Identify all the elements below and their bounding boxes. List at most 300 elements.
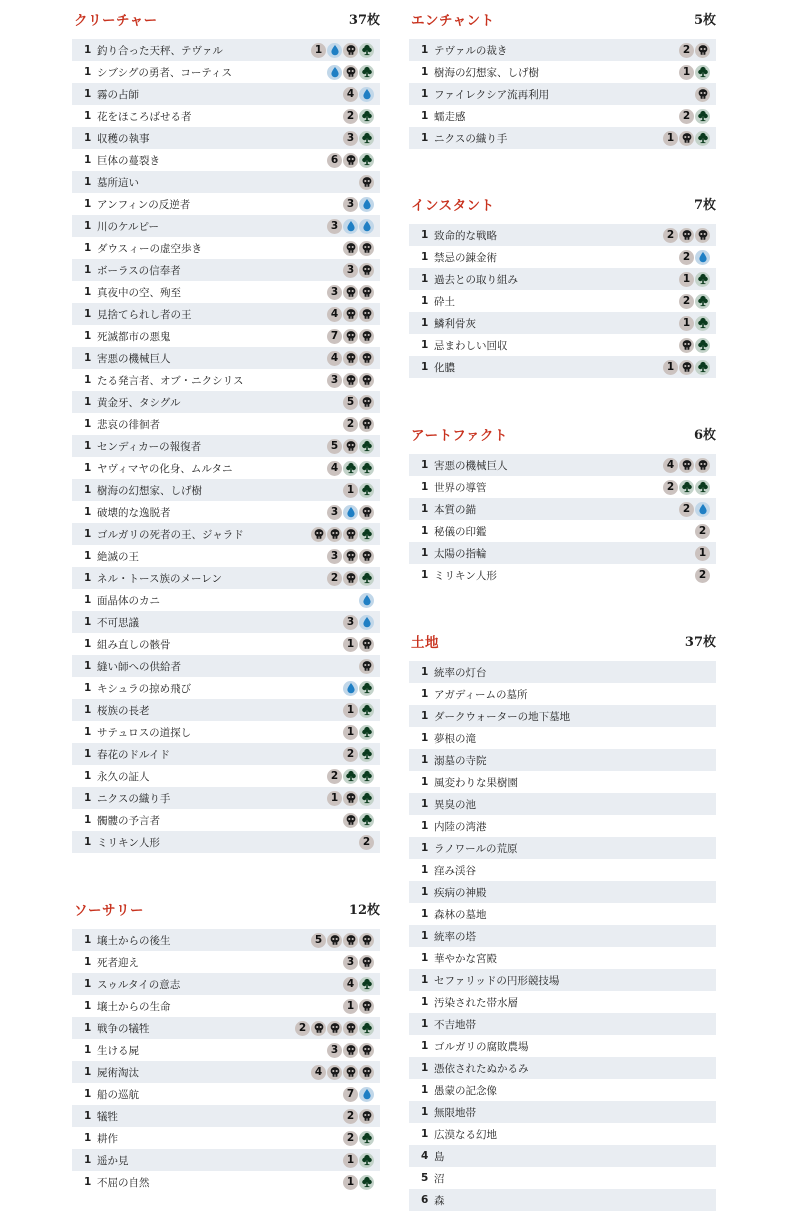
card-name[interactable]: 害悪の機械巨人 bbox=[434, 459, 508, 472]
card-name[interactable]: テヴァルの裁き bbox=[434, 44, 508, 57]
water-drop-icon bbox=[695, 502, 710, 517]
mana-cost bbox=[343, 977, 374, 992]
card-row[interactable] bbox=[72, 523, 380, 545]
card-quantity: 1 bbox=[84, 616, 92, 628]
mana-cost bbox=[327, 329, 374, 344]
card-name[interactable]: 蠕走感 bbox=[434, 110, 466, 123]
card-name[interactable]: アガディームの墓所 bbox=[434, 688, 528, 701]
card-name[interactable]: 内陸の湾港 bbox=[434, 820, 487, 833]
card-name[interactable]: 愚蒙の記念像 bbox=[434, 1084, 497, 1097]
mana-cost bbox=[327, 285, 374, 300]
card-name[interactable]: 生ける屍 bbox=[97, 1044, 139, 1057]
card-name[interactable]: ダークウォーターの地下墓地 bbox=[434, 710, 571, 723]
card-row[interactable] bbox=[72, 83, 380, 105]
card-row[interactable] bbox=[409, 991, 716, 1013]
skull-icon bbox=[343, 933, 358, 948]
generic-mana-symbol: 3 bbox=[327, 219, 342, 234]
card-row[interactable] bbox=[72, 171, 380, 193]
generic-mana-symbol: 1 bbox=[679, 65, 694, 80]
mana-cost bbox=[343, 417, 374, 432]
card-name[interactable]: 世界の導管 bbox=[434, 481, 487, 494]
generic-mana-symbol: 2 bbox=[695, 524, 710, 539]
card-name[interactable]: ゴルガリの死者の王、ジャラド bbox=[97, 528, 244, 541]
card-name[interactable]: 屍術淘汰 bbox=[97, 1066, 139, 1079]
card-row[interactable] bbox=[72, 39, 380, 61]
generic-mana-symbol: 1 bbox=[343, 483, 358, 498]
card-name[interactable]: 統率の灯台 bbox=[434, 666, 487, 679]
water-drop-icon bbox=[327, 43, 342, 58]
card-row[interactable] bbox=[72, 501, 380, 523]
card-row[interactable] bbox=[409, 224, 716, 246]
card-name[interactable]: 見捨てられし者の王 bbox=[97, 308, 192, 321]
card-row[interactable] bbox=[409, 903, 716, 925]
card-row[interactable] bbox=[72, 973, 380, 995]
mana-cost bbox=[343, 483, 374, 498]
card-quantity: 1 bbox=[84, 814, 92, 826]
water-drop-icon bbox=[359, 1087, 374, 1102]
card-row[interactable] bbox=[409, 683, 716, 705]
card-name[interactable]: 砕土 bbox=[434, 295, 455, 308]
section-title: 土地 bbox=[411, 635, 439, 651]
card-name[interactable]: 不可思議 bbox=[97, 616, 139, 629]
card-name[interactable]: 無限地帯 bbox=[434, 1106, 476, 1119]
card-quantity: 1 bbox=[421, 732, 429, 744]
card-name[interactable]: 収穫の執事 bbox=[97, 132, 150, 145]
card-row[interactable] bbox=[409, 127, 716, 149]
mana-cost bbox=[679, 109, 710, 124]
card-row[interactable] bbox=[72, 457, 380, 479]
section-count: 5枚 bbox=[693, 13, 716, 28]
card-quantity: 1 bbox=[421, 930, 429, 942]
card-row[interactable] bbox=[409, 661, 716, 683]
tree-icon bbox=[359, 65, 374, 80]
water-drop-icon bbox=[343, 681, 358, 696]
card-row[interactable] bbox=[72, 347, 380, 369]
card-row[interactable] bbox=[72, 995, 380, 1017]
card-row[interactable] bbox=[72, 61, 380, 83]
generic-mana-symbol: 2 bbox=[695, 568, 710, 583]
card-row[interactable] bbox=[409, 39, 716, 61]
card-name[interactable]: 戦争の犠牲 bbox=[97, 1022, 150, 1035]
card-row[interactable] bbox=[72, 589, 380, 611]
card-row[interactable] bbox=[72, 1039, 380, 1061]
card-quantity: 1 bbox=[84, 638, 92, 650]
card-name[interactable]: 窪み渓谷 bbox=[434, 864, 476, 877]
card-name[interactable]: 永久の証人 bbox=[97, 770, 150, 783]
card-quantity: 1 bbox=[84, 352, 92, 364]
card-name[interactable]: 霧の占師 bbox=[97, 88, 139, 101]
enchantment-card-list bbox=[409, 39, 716, 149]
card-row[interactable] bbox=[72, 1127, 380, 1149]
skull-icon bbox=[343, 65, 358, 80]
card-name[interactable]: アンフィンの反逆者 bbox=[97, 198, 191, 211]
generic-mana-symbol: 1 bbox=[663, 131, 678, 146]
card-row[interactable] bbox=[409, 61, 716, 83]
generic-mana-symbol: 3 bbox=[343, 955, 358, 970]
card-name[interactable]: 春花のドルイド bbox=[97, 748, 170, 761]
tree-icon bbox=[359, 43, 374, 58]
card-name[interactable]: 華やかな宮殿 bbox=[434, 952, 497, 965]
instant-header bbox=[409, 190, 716, 212]
card-row[interactable] bbox=[409, 312, 716, 334]
card-row[interactable] bbox=[72, 303, 380, 325]
card-row[interactable] bbox=[409, 290, 716, 312]
card-name[interactable]: 死滅都市の悪鬼 bbox=[97, 330, 171, 343]
card-quantity: 1 bbox=[84, 704, 92, 716]
card-name[interactable]: 本質の錨 bbox=[434, 503, 476, 516]
skull-icon bbox=[343, 351, 358, 366]
card-row[interactable] bbox=[409, 771, 716, 793]
tree-icon bbox=[359, 725, 374, 740]
card-name[interactable]: ヤヴィマヤの化身、ムルタニ bbox=[97, 462, 233, 475]
card-row[interactable] bbox=[409, 1013, 716, 1035]
card-name[interactable]: 沼 bbox=[434, 1172, 445, 1185]
card-row[interactable] bbox=[409, 837, 716, 859]
mana-cost bbox=[327, 307, 374, 322]
generic-mana-symbol: 1 bbox=[679, 272, 694, 287]
card-row[interactable] bbox=[409, 1123, 716, 1145]
generic-mana-symbol: 4 bbox=[327, 461, 342, 476]
card-row[interactable] bbox=[72, 479, 380, 501]
water-drop-icon bbox=[343, 505, 358, 520]
card-name[interactable]: ネル・トース族のメーレン bbox=[97, 572, 223, 585]
card-quantity: 1 bbox=[84, 572, 92, 584]
card-row[interactable] bbox=[409, 1079, 716, 1101]
card-name[interactable]: ラノワールの荒原 bbox=[434, 842, 518, 855]
card-row[interactable] bbox=[409, 268, 716, 290]
water-drop-icon bbox=[359, 197, 374, 212]
card-name[interactable]: サテュロスの道探し bbox=[97, 726, 192, 739]
mana-cost bbox=[343, 813, 374, 828]
card-quantity: 1 bbox=[84, 66, 92, 78]
card-name[interactable]: 悲哀の徘徊者 bbox=[97, 418, 160, 431]
card-row[interactable] bbox=[409, 793, 716, 815]
card-name[interactable]: 花をほころばせる者 bbox=[97, 110, 192, 123]
card-name[interactable]: 縫い師への供給者 bbox=[97, 660, 181, 673]
card-name[interactable]: 統率の塔 bbox=[434, 930, 476, 943]
card-row[interactable] bbox=[72, 677, 380, 699]
card-name[interactable]: 風変わりな果樹園 bbox=[434, 776, 518, 789]
generic-mana-symbol: 2 bbox=[343, 417, 358, 432]
card-name[interactable]: 太陽の指輪 bbox=[434, 547, 487, 560]
card-name[interactable]: 死者迎え bbox=[97, 956, 139, 969]
card-row[interactable] bbox=[72, 951, 380, 973]
skull-icon bbox=[359, 241, 374, 256]
card-row[interactable] bbox=[72, 259, 380, 281]
generic-mana-symbol: 1 bbox=[343, 1175, 358, 1190]
card-row[interactable] bbox=[72, 215, 380, 237]
card-row[interactable] bbox=[409, 498, 716, 520]
card-name[interactable]: 島 bbox=[434, 1150, 445, 1163]
card-quantity: 1 bbox=[421, 229, 429, 241]
mana-cost bbox=[311, 43, 374, 58]
card-name[interactable]: ミリキン人形 bbox=[97, 836, 160, 849]
tree-icon bbox=[359, 791, 374, 806]
card-row[interactable] bbox=[409, 705, 716, 727]
card-name[interactable]: 不屈の自然 bbox=[97, 1176, 150, 1189]
card-name[interactable]: たる発言者、オブ・ニクシリス bbox=[97, 374, 244, 387]
section-title: アートファクト bbox=[411, 428, 508, 444]
skull-icon bbox=[327, 1065, 342, 1080]
card-row[interactable] bbox=[409, 881, 716, 903]
skull-icon bbox=[343, 153, 358, 168]
generic-mana-symbol: 1 bbox=[311, 43, 326, 58]
card-quantity: 1 bbox=[421, 317, 429, 329]
card-name[interactable]: ニクスの織り手 bbox=[97, 792, 171, 805]
card-name[interactable]: 広漠なる幻地 bbox=[434, 1128, 497, 1141]
card-name[interactable]: ファイレクシア流再利用 bbox=[434, 88, 550, 101]
card-name[interactable]: 黄金牙、タシグル bbox=[97, 396, 181, 409]
card-row[interactable] bbox=[409, 1035, 716, 1057]
card-name[interactable]: 禁忌の錬金術 bbox=[434, 251, 497, 264]
skull-icon bbox=[359, 659, 374, 674]
tree-icon bbox=[359, 439, 374, 454]
card-quantity: 1 bbox=[84, 286, 92, 298]
card-row[interactable] bbox=[72, 325, 380, 347]
skull-icon bbox=[359, 175, 374, 190]
card-row[interactable] bbox=[409, 105, 716, 127]
card-quantity: 1 bbox=[421, 1128, 429, 1140]
skull-icon bbox=[327, 527, 342, 542]
card-quantity: 1 bbox=[84, 176, 92, 188]
card-quantity: 1 bbox=[421, 798, 429, 810]
card-name[interactable]: 秘儀の印鑑 bbox=[434, 525, 487, 538]
card-row[interactable] bbox=[409, 454, 716, 476]
card-quantity: 1 bbox=[84, 484, 92, 496]
mana-cost bbox=[695, 546, 710, 561]
card-row[interactable] bbox=[72, 149, 380, 171]
mana-cost bbox=[343, 1109, 374, 1124]
card-row[interactable] bbox=[72, 1017, 380, 1039]
tree-icon bbox=[359, 1131, 374, 1146]
mana-cost bbox=[343, 395, 374, 410]
card-row[interactable] bbox=[72, 193, 380, 215]
card-row[interactable] bbox=[72, 435, 380, 457]
card-row[interactable] bbox=[72, 721, 380, 743]
card-quantity: 1 bbox=[421, 525, 429, 537]
section-artifact bbox=[409, 420, 716, 582]
tree-icon bbox=[359, 483, 374, 498]
card-quantity: 1 bbox=[84, 682, 92, 694]
card-name[interactable]: 憑依されたぬかるみ bbox=[434, 1062, 529, 1075]
card-name[interactable]: 組み直しの骸骨 bbox=[97, 638, 171, 651]
card-name[interactable]: 汚染された帯水層 bbox=[434, 996, 518, 1009]
card-name[interactable]: 船の巡航 bbox=[97, 1088, 139, 1101]
card-row[interactable] bbox=[409, 542, 716, 564]
card-name[interactable]: 不吉地帯 bbox=[434, 1018, 476, 1031]
card-name[interactable]: 樹海の幻想家、しげ樹 bbox=[434, 66, 539, 79]
card-name[interactable]: 森林の墓地 bbox=[434, 908, 487, 921]
card-name[interactable]: 壌土からの後生 bbox=[97, 934, 171, 947]
card-quantity: 1 bbox=[84, 440, 92, 452]
card-row[interactable] bbox=[72, 281, 380, 303]
card-row[interactable] bbox=[409, 859, 716, 881]
card-row[interactable] bbox=[72, 611, 380, 633]
card-name[interactable]: キシュラの掠め飛び bbox=[97, 682, 192, 695]
skull-icon bbox=[679, 338, 694, 353]
card-row[interactable] bbox=[72, 1061, 380, 1083]
card-row[interactable] bbox=[72, 765, 380, 787]
card-row[interactable] bbox=[409, 815, 716, 837]
card-name[interactable]: 巨体の蔓裂き bbox=[97, 154, 160, 167]
card-name[interactable]: 絶滅の王 bbox=[97, 550, 139, 563]
card-name[interactable]: スゥルタイの意志 bbox=[97, 978, 181, 991]
card-name[interactable]: センディカーの報復者 bbox=[97, 440, 202, 453]
card-row[interactable] bbox=[409, 83, 716, 105]
card-row[interactable] bbox=[409, 1101, 716, 1123]
card-name[interactable]: ボーラスの信奉者 bbox=[97, 264, 181, 277]
card-row[interactable] bbox=[409, 727, 716, 749]
card-name[interactable]: 破壊的な逸脱者 bbox=[97, 506, 171, 519]
generic-mana-symbol: 1 bbox=[343, 703, 358, 718]
card-name[interactable]: 壌土からの生命 bbox=[97, 1000, 171, 1013]
card-name[interactable]: ダウスィーの虚空歩き bbox=[97, 242, 202, 255]
card-quantity: 1 bbox=[84, 748, 92, 760]
generic-mana-symbol: 2 bbox=[343, 747, 358, 762]
card-row[interactable] bbox=[72, 237, 380, 259]
card-name[interactable]: シブシグの勇者、コーティス bbox=[97, 66, 233, 79]
mana-cost bbox=[695, 568, 710, 583]
card-row[interactable] bbox=[72, 567, 380, 589]
card-row[interactable] bbox=[72, 1171, 380, 1193]
card-quantity: 1 bbox=[421, 754, 429, 766]
card-name[interactable]: 川のケルピー bbox=[97, 220, 160, 233]
card-row[interactable] bbox=[72, 929, 380, 951]
card-row[interactable] bbox=[409, 1167, 716, 1189]
creature-header bbox=[72, 5, 380, 27]
card-row[interactable] bbox=[409, 334, 716, 356]
card-name[interactable]: 墓所這い bbox=[97, 176, 139, 189]
card-row[interactable] bbox=[409, 246, 716, 268]
generic-mana-symbol: 4 bbox=[343, 977, 358, 992]
card-name[interactable]: 遥か見 bbox=[97, 1154, 129, 1167]
generic-mana-symbol: 4 bbox=[327, 307, 342, 322]
card-name[interactable]: 髑髏の予言者 bbox=[97, 814, 160, 827]
generic-mana-symbol: 2 bbox=[359, 835, 374, 850]
card-name[interactable]: 耕作 bbox=[97, 1132, 118, 1145]
card-row[interactable] bbox=[72, 743, 380, 765]
card-row[interactable] bbox=[72, 545, 380, 567]
generic-mana-symbol: 3 bbox=[343, 615, 358, 630]
card-name[interactable]: 化膿 bbox=[434, 361, 455, 374]
card-name[interactable]: 犠牲 bbox=[97, 1110, 118, 1123]
card-name[interactable]: 夢根の滝 bbox=[434, 732, 476, 745]
skull-icon bbox=[679, 131, 694, 146]
card-row[interactable] bbox=[409, 476, 716, 498]
mana-cost bbox=[311, 933, 374, 948]
card-name[interactable]: 過去との取り組み bbox=[434, 273, 518, 286]
card-quantity: 1 bbox=[84, 1022, 92, 1034]
card-name[interactable]: 面晶体のカニ bbox=[97, 594, 160, 607]
mana-cost bbox=[327, 1043, 374, 1058]
card-row[interactable] bbox=[72, 699, 380, 721]
card-row[interactable] bbox=[409, 1145, 716, 1167]
tree-icon bbox=[695, 294, 710, 309]
card-row[interactable] bbox=[409, 564, 716, 586]
card-row[interactable] bbox=[72, 369, 380, 391]
mana-cost bbox=[327, 65, 374, 80]
water-drop-icon bbox=[359, 219, 374, 234]
card-name[interactable]: 害悪の機械巨人 bbox=[97, 352, 171, 365]
card-name[interactable]: セファリッドの円形競技場 bbox=[434, 974, 560, 987]
section-enchantment bbox=[409, 5, 716, 145]
enchantment-header bbox=[409, 5, 716, 27]
mana-cost bbox=[343, 1153, 374, 1168]
card-name[interactable]: 樹海の幻想家、しげ樹 bbox=[97, 484, 202, 497]
card-row[interactable] bbox=[72, 413, 380, 435]
generic-mana-symbol: 2 bbox=[679, 109, 694, 124]
skull-icon bbox=[359, 1109, 374, 1124]
tree-icon bbox=[359, 977, 374, 992]
generic-mana-symbol: 2 bbox=[679, 43, 694, 58]
card-quantity: 1 bbox=[84, 242, 92, 254]
tree-icon bbox=[695, 109, 710, 124]
card-name[interactable]: 真夜中の空、殉至 bbox=[97, 286, 181, 299]
card-row[interactable] bbox=[72, 787, 380, 809]
card-row[interactable] bbox=[72, 655, 380, 677]
skull-icon bbox=[343, 527, 358, 542]
card-quantity: 1 bbox=[421, 908, 429, 920]
card-quantity: 1 bbox=[84, 308, 92, 320]
card-row[interactable] bbox=[72, 1105, 380, 1127]
generic-mana-symbol: 1 bbox=[695, 546, 710, 561]
card-row[interactable] bbox=[72, 633, 380, 655]
card-row[interactable] bbox=[72, 1083, 380, 1105]
card-name[interactable]: 溺墓の寺院 bbox=[434, 754, 487, 767]
card-row[interactable] bbox=[72, 105, 380, 127]
card-row[interactable] bbox=[409, 969, 716, 991]
card-quantity: 1 bbox=[84, 770, 92, 782]
card-name[interactable]: ニクスの織り手 bbox=[434, 132, 508, 145]
card-row[interactable] bbox=[72, 1149, 380, 1171]
tree-icon bbox=[359, 571, 374, 586]
card-row[interactable] bbox=[72, 127, 380, 149]
card-name[interactable]: ミリキン人形 bbox=[434, 569, 497, 582]
card-row[interactable] bbox=[409, 356, 716, 378]
card-name[interactable]: 森 bbox=[434, 1194, 445, 1207]
card-row[interactable] bbox=[72, 391, 380, 413]
card-quantity: 4 bbox=[421, 1150, 429, 1162]
card-name[interactable]: 釣り合った天秤、テヴァル bbox=[97, 44, 223, 57]
card-row[interactable] bbox=[409, 520, 716, 542]
card-name[interactable]: 忌まわしい回収 bbox=[434, 339, 508, 352]
tree-icon bbox=[695, 338, 710, 353]
card-name[interactable]: 桜族の長老 bbox=[97, 704, 150, 717]
card-row[interactable] bbox=[72, 809, 380, 831]
card-quantity: 1 bbox=[421, 886, 429, 898]
card-quantity: 1 bbox=[421, 88, 429, 100]
card-row[interactable] bbox=[409, 1057, 716, 1079]
skull-icon bbox=[359, 307, 374, 322]
generic-mana-symbol: 2 bbox=[663, 228, 678, 243]
mana-cost bbox=[359, 659, 374, 674]
card-name[interactable]: 異臭の池 bbox=[434, 798, 476, 811]
card-row[interactable] bbox=[409, 1189, 716, 1211]
card-row[interactable] bbox=[409, 749, 716, 771]
section-title: インスタント bbox=[411, 198, 495, 214]
card-name[interactable]: 鱗利骨灰 bbox=[434, 317, 476, 330]
card-row[interactable] bbox=[409, 925, 716, 947]
mana-cost bbox=[343, 1131, 374, 1146]
card-row[interactable] bbox=[409, 947, 716, 969]
generic-mana-symbol: 3 bbox=[327, 373, 342, 388]
card-name[interactable]: ゴルガリの腐敗農場 bbox=[434, 1040, 529, 1053]
card-row[interactable] bbox=[72, 831, 380, 853]
card-name[interactable]: 致命的な戦略 bbox=[434, 229, 497, 242]
card-name[interactable]: 疾病の神殿 bbox=[434, 886, 487, 899]
card-quantity: 1 bbox=[84, 1088, 92, 1100]
mana-cost bbox=[343, 615, 374, 630]
